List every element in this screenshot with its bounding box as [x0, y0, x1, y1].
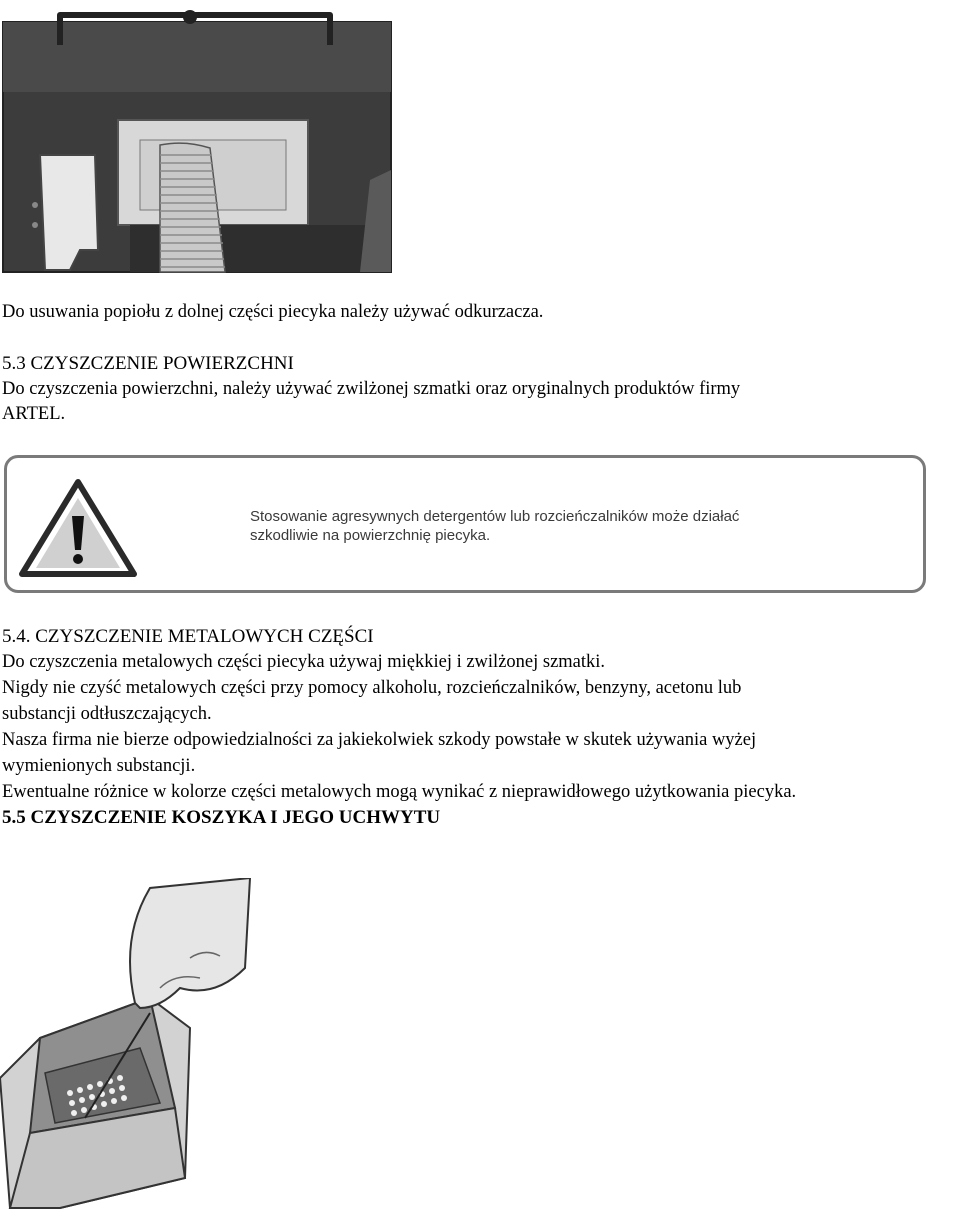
section-5-3-title: 5.3 CZYSZCZENIE POWIERZCHNI [2, 353, 294, 374]
warning-line-2: szkodliwie na powierzchnię piecyka. [250, 527, 491, 544]
section-5-4-line: substancji odtłuszczających. [2, 704, 212, 724]
section-5-4-line: Nasza firma nie bierze odpowiedzialności za jakiekolwiek szkody powstałe w skutek używania wyżej [2, 730, 757, 750]
section-5-4-line: Nigdy nie czyść metalowych części przy pomocy alkoholu, rozcieńczalników, benzyny, acetonu lub [2, 678, 742, 698]
basket-cleaning-illustration [0, 878, 260, 1211]
section-5-4-line: wymienionych substancji. [2, 756, 196, 776]
section-5-5-title: 5.5 CZYSZCZENIE KOSZYKA I JEGO UCHWYTU [2, 807, 441, 828]
stove-illustration [0, 0, 395, 275]
warning-text [250, 507, 739, 545]
section-5-4-title: 5.4. CZYSZCZENIE METALOWYCH CZĘŚCI [2, 626, 374, 647]
section-5-4-line: Do czyszczenia metalowych części piecyka używaj miękkiej i zwilżonej szmatki. [2, 652, 606, 672]
section-5-4-line: Ewentualne różnice w kolorze części metalowych mogą wynikać z nieprawidłowego użytkowania piecyka. [2, 782, 797, 802]
warning-triangle-icon [18, 478, 138, 583]
section-5-3-line-2: ARTEL. [2, 404, 66, 424]
warning-line-1: Stosowanie agresywnych detergentów lub rozcieńczalników może działać [250, 508, 740, 525]
section-5-3-line-1: Do czyszczenia powierzchni, należy używać zwilżonej szmatki oraz oryginalnych produktów firmy [2, 379, 741, 399]
vacuum-paragraph: Do usuwania popiołu z dolnej części piecyka należy używać odkurzacza. [2, 302, 544, 322]
